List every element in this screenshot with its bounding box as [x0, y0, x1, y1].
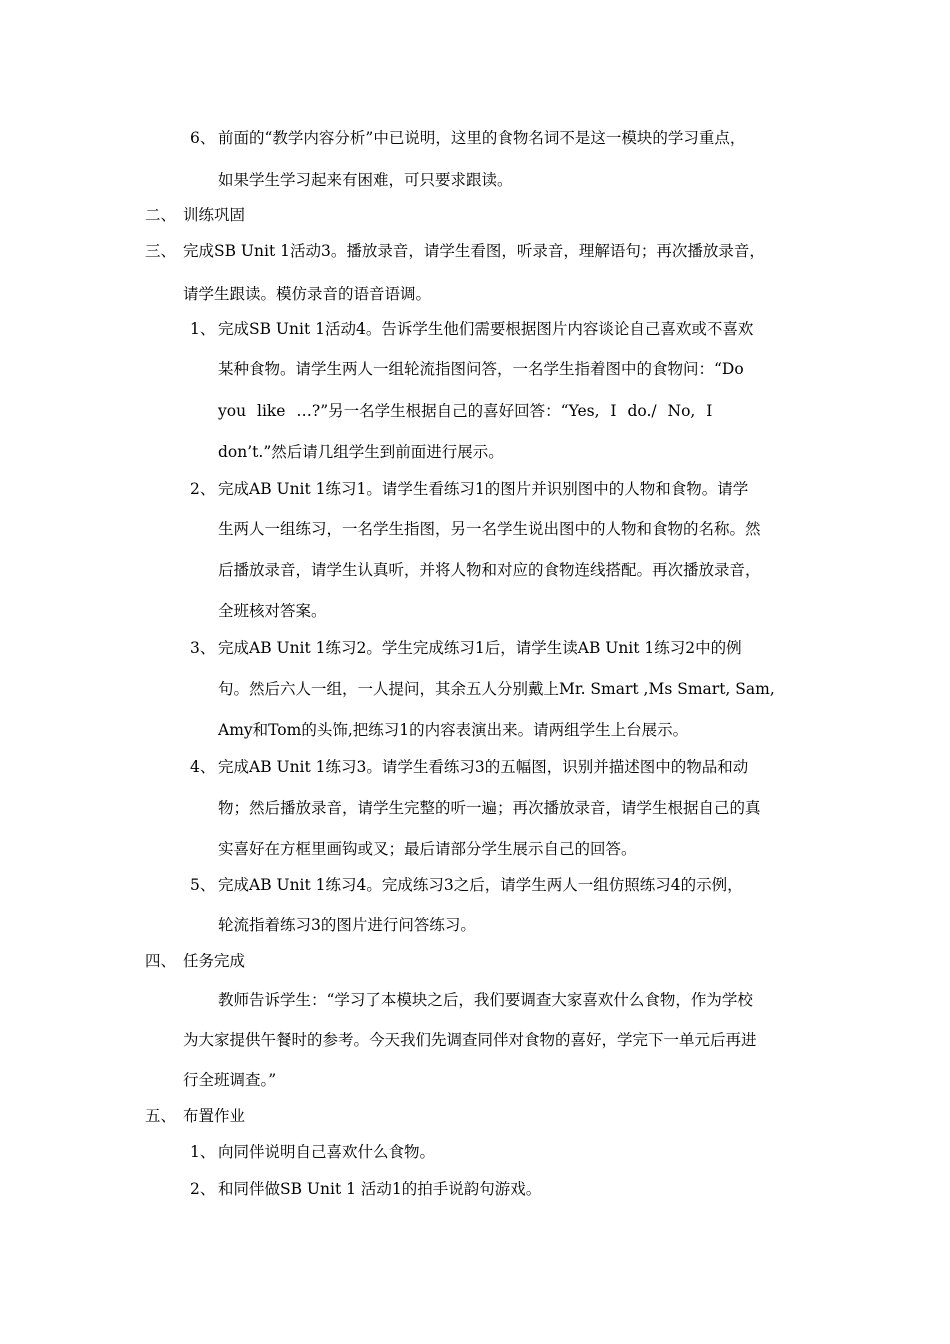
- sub-item-2-line-2: 生两人一组练习，一名学生指图，另一名学生说出图中的人物和食物的名称。然: [218, 520, 761, 538]
- item-6-line-1: 前面的“教学内容分析”中已说明，这里的食物名词不是这一模块的学习重点，: [218, 129, 746, 147]
- section-4-line-1: 教师告诉学生：“学习了本模块之后，我们要调查大家喜欢什么食物，作为学校: [218, 991, 753, 1009]
- sub-item-1-line-3: [218, 400, 806, 422]
- sub-item-2-number: 2、: [190, 480, 216, 498]
- section-5-title: 布置作业: [183, 1107, 246, 1125]
- sub-item-4-line-1: 完成AB Unit 1练习3。请学生看练习3的五幅图，识别并描述图中的物品和动: [218, 758, 749, 776]
- sub-item-5-number: 5、: [190, 876, 216, 894]
- item-6-number: 6、: [190, 129, 216, 147]
- section-3-number: 三、: [145, 242, 177, 260]
- sub-item-1-line-2: 某种食物。请学生两人一组轮流指图问答，一名学生指着图中的食物问：“Do: [218, 360, 744, 378]
- sub-item-3-number: 3、: [190, 639, 216, 657]
- section-4-line-2: 为大家提供午餐时的参考。今天我们先调查同伴对食物的喜好，学完下一单元后再进: [183, 1031, 757, 1049]
- section-5-number: 五、: [145, 1107, 177, 1125]
- section-4-line-3: 行全班调查。”: [183, 1071, 277, 1089]
- sub-item-2-line-1: 完成AB Unit 1练习1。请学生看练习1的图片并识别图中的人物和食物。请学: [218, 480, 749, 498]
- homework-1-text: 向同伴说明自己喜欢什么食物。: [218, 1143, 436, 1161]
- homework-1-number: 1、: [190, 1143, 216, 1161]
- section-3-line-2: 请学生跟读。模仿录音的语音语调。: [183, 285, 432, 303]
- sub-item-1-line-1: 完成SB Unit 1活动4。告诉学生他们需要根据图片内容谈论自己喜欢或不喜欢: [218, 320, 754, 338]
- section-3-line-1: 完成SB Unit 1活动3。播放录音，请学生看图，听录音，理解语句；再次播放录音，: [183, 242, 765, 260]
- sub-item-5-line-1: 完成AB Unit 1练习4。完成练习3之后，请学生两人一组仿照练习4的示例，: [218, 876, 743, 894]
- sub-item-4-number: 4、: [190, 758, 216, 776]
- sub-item-3-line-3: Amy和Tom的头饰,把练习1的内容表演出来。请两组学生上台展示。: [218, 721, 689, 739]
- sub-item-1-line-3-text: you like …?”另一名学生根据自己的喜好回答：“Yes, I do./ No, I: [218, 402, 713, 420]
- item-6-line-2: 如果学生学习起来有困难，可只要求跟读。: [218, 171, 513, 189]
- homework-2-text: 和同伴做SB Unit 1 活动1的拍手说韵句游戏。: [218, 1180, 542, 1198]
- sub-item-2-line-3: 后播放录音，请学生认真听，并将人物和对应的食物连线搭配。再次播放录音，: [218, 561, 761, 579]
- sub-item-2-line-4: 全班核对答案。: [218, 602, 327, 620]
- sub-item-1-line-4: don’t.”然后请几组学生到前面进行展示。: [218, 443, 504, 461]
- section-2-title: 训练巩固: [183, 206, 246, 224]
- sub-item-3-line-1: 完成AB Unit 1练习2。学生完成练习1后，请学生读AB Unit 1练习2中的例: [218, 639, 742, 657]
- sub-item-5-line-2: 轮流指着练习3的图片进行问答练习。: [218, 916, 476, 934]
- section-2-number: 二、: [145, 206, 177, 224]
- section-4-title: 任务完成: [183, 952, 246, 970]
- sub-item-3-line-2: 句。然后六人一组，一人提问，其余五人分别戴上Mr. Smart ,Ms Smart, Sam,: [218, 680, 775, 698]
- section-4-number: 四、: [145, 952, 177, 970]
- sub-item-4-line-2: 物；然后播放录音，请学生完整的听一遍；再次播放录音，请学生根据自己的真: [218, 799, 761, 817]
- sub-item-4-line-3: 实喜好在方框里画钩或叉；最后请部分学生展示自己的回答。: [218, 840, 637, 858]
- sub-item-1-number: 1、: [190, 320, 216, 338]
- homework-2-number: 2、: [190, 1180, 216, 1198]
